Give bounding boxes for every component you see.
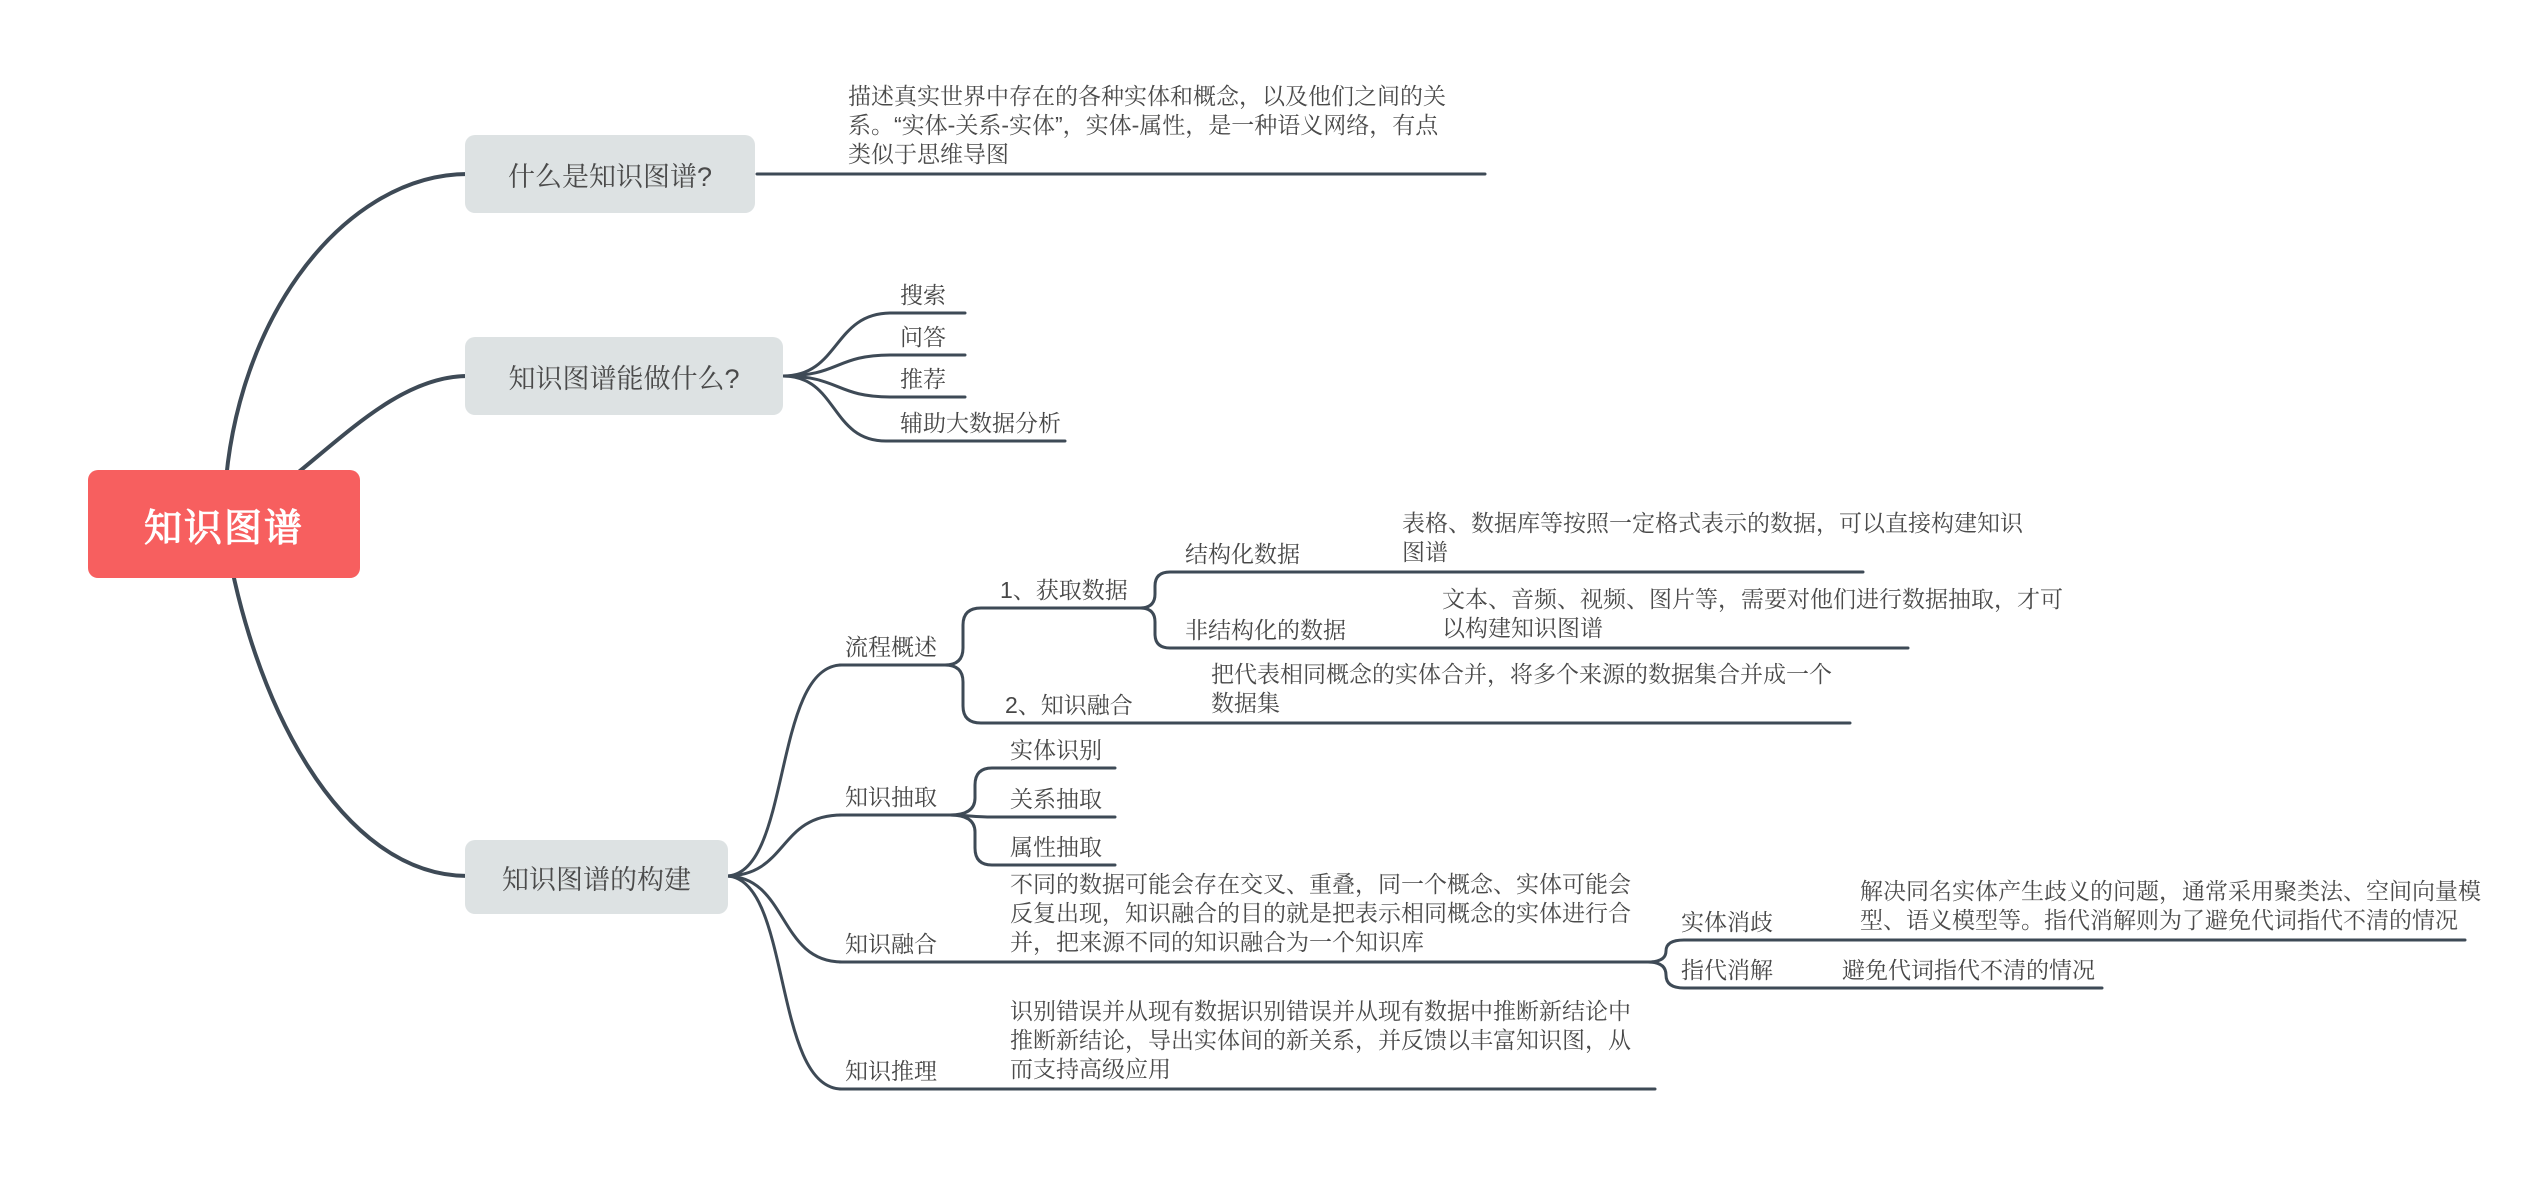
topic-unstructured-data[interactable]: 非结构化的数据 (1185, 617, 1346, 643)
topic-entity-recognition[interactable]: 实体识别 (1010, 737, 1102, 763)
note-knowledge-fusion-step[interactable]: 把代表相同概念的实体合并，将多个来源的数据集合并成一个数据集 (1211, 661, 1832, 716)
topic-attribute-extraction[interactable]: 属性抽取 (1010, 834, 1102, 860)
node-what-can-kg-do[interactable]: 知识图谱能做什么? (465, 337, 783, 415)
note-coreference-resolution[interactable]: 避免代词指代不清的情况 (1842, 957, 2095, 983)
topic-structured-data[interactable]: 结构化数据 (1185, 541, 1300, 567)
note-structured-data[interactable]: 表格、数据库等按照一定格式表示的数据，可以直接构建知识图谱 (1402, 510, 2023, 565)
note-knowledge-fusion[interactable]: 不同的数据可能会存在交叉、重叠，同一个概念、实体可能会反复出现，知识融合的目的就是把表示相同概念的实体进行合并，把来源不同的知识融合为一个知识库 (1010, 871, 1631, 955)
branch-curve (726, 815, 842, 876)
topic-acquire-data[interactable]: 1、获取数据 (1000, 577, 1128, 603)
root-node[interactable]: 知识图谱 (88, 470, 360, 578)
topic-relation-extraction[interactable]: 关系抽取 (1010, 786, 1102, 812)
topic-knowledge-reasoning[interactable]: 知识推理 (845, 1058, 937, 1084)
branch-elbow (945, 608, 1140, 665)
topic-knowledge-extraction[interactable]: 知识抽取 (845, 784, 937, 810)
branch-curve (726, 876, 842, 962)
node-what-is-knowledge-graph[interactable]: 什么是知识图谱? (465, 135, 755, 213)
topic-knowledge-fusion[interactable]: 知识融合 (845, 931, 937, 957)
topic-process-overview[interactable]: 流程概述 (845, 634, 937, 660)
topic-coreference-resolution[interactable]: 指代消解 (1681, 957, 1773, 983)
note-what-is-knowledge-graph[interactable]: 描述真实世界中存在的各种实体和概念，以及他们之间的关系。“实体-关系-实体”，实体-属性，是一种语义网络，有点类似于思维导图 (848, 83, 1446, 167)
topic-search[interactable]: 搜索 (900, 282, 946, 308)
topic-entity-disambiguation[interactable]: 实体消歧 (1681, 909, 1773, 935)
topic-question-answering[interactable]: 问答 (900, 324, 946, 350)
node-kg-construction[interactable]: 知识图谱的构建 (465, 840, 728, 914)
topic-bigdata-analysis[interactable]: 辅助大数据分析 (900, 410, 1061, 436)
note-knowledge-reasoning[interactable]: 识别错误并从现有数据识别错误并从现有数据中推断新结论中推断新结论，导出实体间的新关系，并反馈以丰富知识图，从而支持高级应用 (1010, 998, 1631, 1082)
topic-recommendation[interactable]: 推荐 (900, 366, 946, 392)
branch-elbow (950, 815, 1115, 817)
branch-curve (726, 876, 842, 1089)
note-unstructured-data[interactable]: 文本、音频、视频、图片等，需要对他们进行数据抽取，才可以构建知识图谱 (1442, 586, 2063, 641)
topic-knowledge-fusion-step[interactable]: 2、知识融合 (1005, 692, 1133, 718)
note-entity-disambiguation[interactable]: 解决同名实体产生歧义的问题，通常采用聚类法、空间向量模型、语义模型等。指代消解则为了避免代词指代不清的情况 (1860, 878, 2481, 933)
